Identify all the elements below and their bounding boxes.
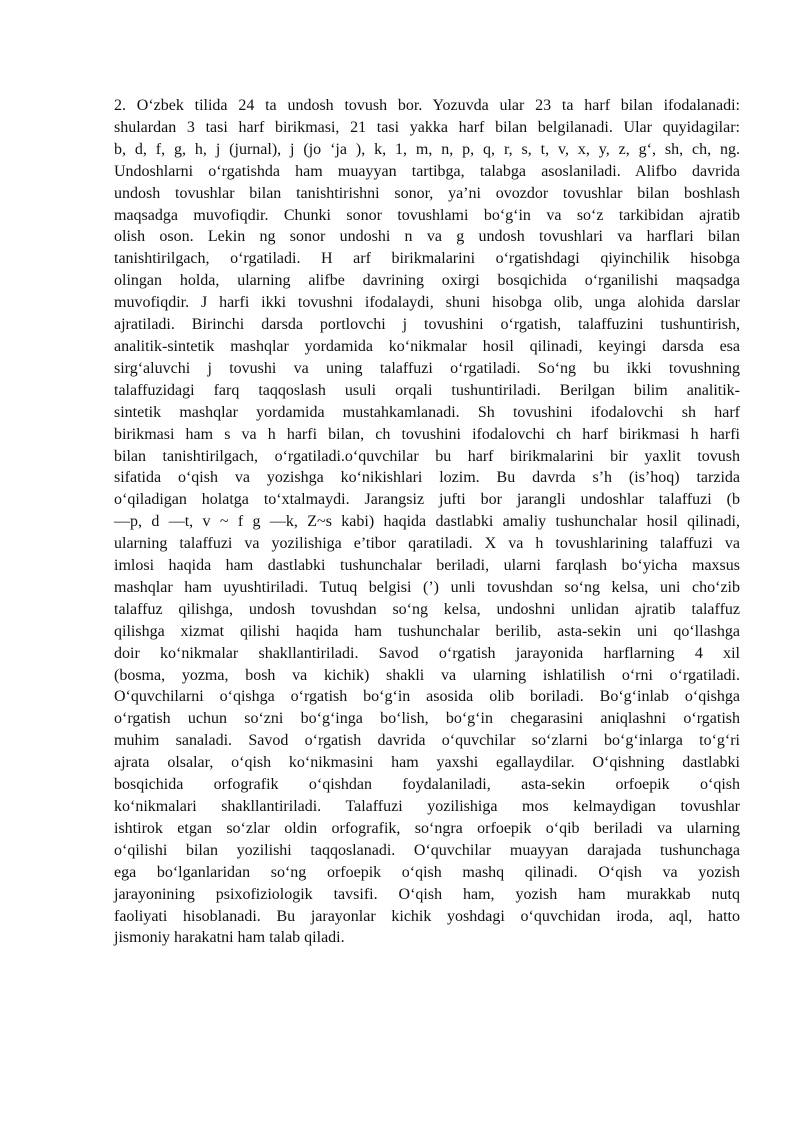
document-page: [114, 95, 740, 949]
text-line: bosqichida orfografik o‘qishdan foydalaniladi, asta-sekin orfoepik o‘qish: [114, 776, 740, 794]
text-line: muvofiqdir. J harfi ikki tovushni ifodalaydi, shuni hisobga olib, unga alohida darslar: [114, 294, 740, 312]
text-line: 2. O‘zbek tilida 24 ta undosh tovush bor. Yozuvda ular 23 ta harf bilan ifodalanadi:: [114, 97, 740, 114]
text-line: qilishga xizmat qilishi haqida ham tushunchalar berilib, asta-sekin uni qo‘llashga: [114, 622, 740, 640]
text-line: tanishtirilgach, o‘rgatiladi. H arf birikmalarini o‘rgatishdagi qiyinchilik hisobga: [114, 250, 740, 268]
text-line: ega bo‘lganlaridan so‘ng orfoepik o‘qish mashq qilinadi. O‘qish va yozish: [114, 863, 740, 881]
text-line: ko‘nikmalari shakllantiriladi. Talaffuzi yozilishiga mos kelmaydigan tovushlar: [114, 798, 740, 815]
text-line: ishtirok etgan so‘zlar oldin orfografik, so‘ngra orfoepik o‘qib beriladi va ularning: [114, 819, 740, 837]
text-line: Undoshlarni o‘rgatishda ham muayyan tartibga, talabga asoslaniladi. Alifbo davrida: [114, 162, 740, 180]
text-line: imlosi haqida ham dastlabki tushunchalar beriladi, ularni farqlash bo‘yicha maxsus: [114, 557, 740, 575]
text-line: ajrata olsalar, o‘qish ko‘nikmasini ham yaxshi egallaydilar. O‘qishning dastlabki: [114, 754, 740, 772]
text-line: sintetik mashqlar yordamida mustahkamlanadi. Sh tovushini ifodalovchi sh harf: [114, 403, 740, 421]
text-line: faoliyati hisoblanadi. Bu jarayonlar kichik yoshdagi o‘quvchidan iroda, aql, hatto: [114, 907, 740, 925]
body-paragraph: [114, 95, 740, 949]
text-line: analitik-sintetik mashqlar yordamida ko‘nikmalar hosil qilinadi, keyingi darsda esa: [114, 337, 740, 355]
text-line: b, d, f, g, h, j (jurnal), j (jo ‘ja ), k, 1, m, n, p, q, r, s, t, v, x, y, z, g‘, sh, ch, ng.: [114, 140, 740, 158]
text-line: o‘qilishi bilan yozilishi taqqoslanadi. O‘quvchilar muayyan darajada tushunchaga: [114, 841, 740, 859]
text-line: jismoniy harakatni ham talab qiladi.: [114, 929, 345, 947]
text-line: o‘qiladigan holatga to‘xtalmaydi. Jarangsiz jufti bor jarangli undoshlar talaffuzi (b: [114, 491, 740, 509]
text-line: sirg‘aluvchi j tovushi va uning talaffuzi o‘rgatiladi. So‘ng bu ikki tovushning: [114, 359, 740, 377]
text-line: muhim sanaladi. Savod o‘rgatish davrida o‘quvchilar so‘zlarni bo‘g‘inlarga to‘g‘ri: [114, 732, 740, 750]
text-line: (bosma, yozma, bosh va kichik) shakli va ularning ishlatilish o‘rni o‘rgatiladi.: [114, 666, 740, 684]
text-line: doir ko‘nikmalar shakllantiriladi. Savod o‘rgatish jarayonida harflarning 4 xil: [114, 644, 740, 662]
text-line: birikmasi ham s va h harfi bilan, ch tovushini ifodalovchi ch harf birikmasi h harfi: [114, 425, 740, 443]
text-line: maqsadga muvofiqdir. Chunki sonor tovushlami bo‘g‘in va so‘z tarkibidan ajratib: [114, 206, 740, 224]
text-line: shulardan 3 tasi harf birikmasi, 21 tasi yakka harf bilan belgilanadi. Ular quyidagilar:: [114, 118, 740, 136]
text-line: ularning talaffuzi va yozilishiga e’tibor qaratiladi. X va h tovushlarining talaffuzi va: [114, 535, 740, 553]
text-line: olish oson. Lekin ng sonor undoshi n va g undosh tovushlari va harflari bilan: [114, 228, 740, 246]
text-line: O‘quvchilarni o‘qishga o‘rgatish bo‘g‘in asosida olib boriladi. Bo‘g‘inlab o‘qishga: [114, 688, 740, 706]
text-line: —p, d —t, v ~ f g —k, Z~s kabi) haqida dastlabki amaliy tushunchalar hosil qilinadi,: [114, 513, 740, 531]
text-line: ajratiladi. Birinchi darsda portlovchi j tovushini o‘rgatish, talaffuzini tushuntirish,: [114, 316, 740, 334]
text-line: talaffuz qilishga, undosh tovushdan so‘ng kelsa, undoshni unlidan ajratib talaffuz: [114, 600, 740, 618]
text-line: sifatida o‘qish va yozishga ko‘nikishlari lozim. Bu davrda s’h (is’hoq) tarzida: [114, 469, 740, 487]
text-line: olingan holda, ularning alifbe davrining oxirgi bosqichida o‘rganilishi maqsadga: [114, 272, 740, 290]
text-line: undosh tovushlar bilan tanishtirishni sonor, ya’ni ovozdor tovushlar bilan boshlash: [114, 184, 740, 202]
text-line: mashqlar ham uyushtiriladi. Tutuq belgisi (’) unli tovushdan so‘ng kelsa, uni cho‘zib: [114, 578, 740, 596]
text-line: jarayonining psixofiziologik tavsifi. O‘qish ham, yozish ham murakkab nutq: [114, 885, 740, 903]
text-line: talaffuzidagi farq taqqoslash usuli orqali tushuntiriladi. Berilgan bilim analitik-: [114, 381, 740, 399]
text-line: bilan tanishtirilgach, o‘rgatiladi.o‘quvchilar bu harf birikmalarini bir yaxlit tovush: [114, 447, 740, 465]
text-line: o‘rgatish uchun so‘zni bo‘g‘inga bo‘lish, bo‘g‘in chegarasini aniqlashni o‘rgatish: [114, 710, 740, 728]
